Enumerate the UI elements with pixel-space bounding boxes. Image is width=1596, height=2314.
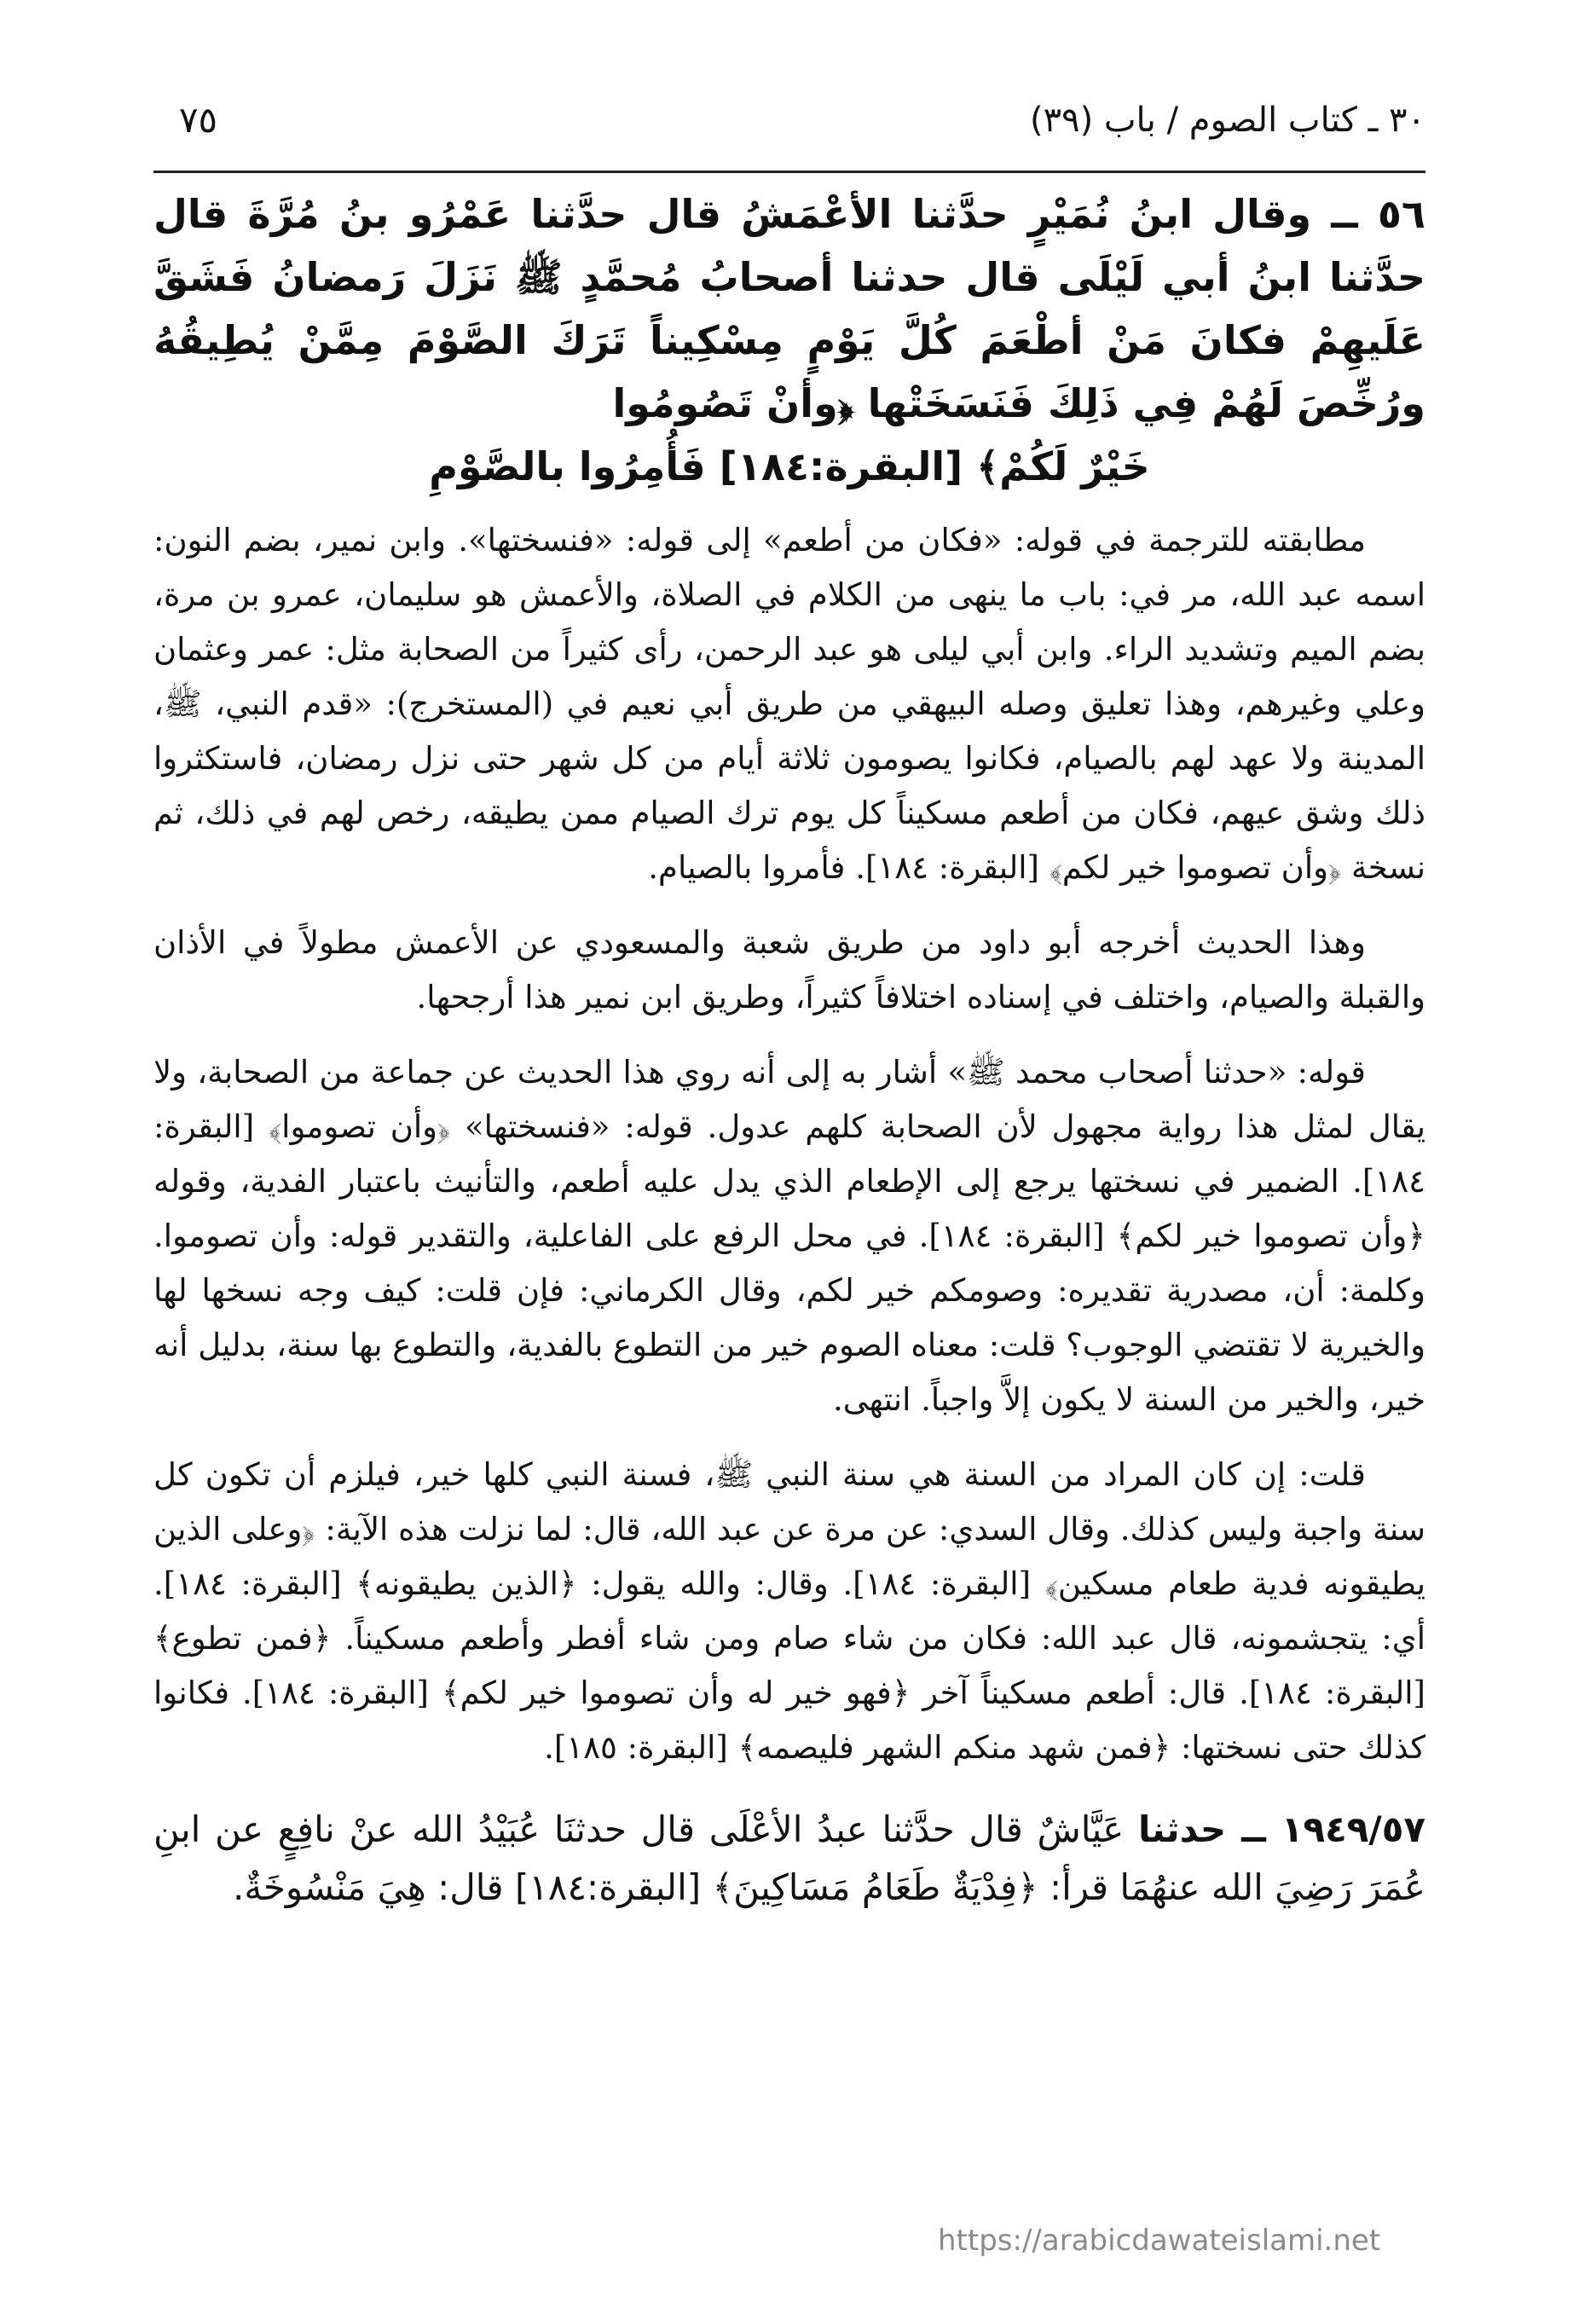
hadith-57-text: عَيَّاشٌ قال حدَّثنا عبدُ الأعْلَى قال حدثنَا عُبَيْدُ الله عنْ نافِعٍ عن ابنِ عُمَرَ رَضِيَ الله عنهُمَا قرأ: ﴿فِدْيَةٌ طَعَامُ مَسَاكِينَ﴾ [البقرة:١٨٤] قال: هِيَ مَنْسُوخَةٌ. (153, 1808, 1425, 1908)
hadith-56-tail: خَيْرٌ لَكُمْ﴾ [البقرة:١٨٤] فَأُمِرُوا بالصَّوْمِ (429, 443, 1150, 489)
hadith-56 (153, 182, 1425, 498)
page-body (153, 182, 1425, 1952)
watermark-url: https://arabicdawateislami.net (938, 2224, 1381, 2258)
hadith-56-text: ٥٦ ــ وقال ابنُ نُمَيْرٍ حدَّثنا الأعْمَشُ قال حدَّثنا عَمْرُو بنُ مُرَّةَ قال حدَّثنا ابنُ أبي لَيْلَى قال حدثنا أصحابُ مُحمَّدٍ ﷺ نَزَلَ رَمضانُ فَشَقَّ عَلَيهِمْ فكانَ مَنْ أطْعَمَ كُلَّ يَوْمٍ مِسْكِيناً تَرَكَ الصَّوْمَ مِمَّنْ يُطِيقُهُ ورُخِّصَ لَهُمْ فِي ذَلِكَ فَنَسَخَتْها ﴿وأنْ تَصُومُوا (153, 191, 1425, 426)
hadith-57-number: ١٩٤٩/٥٧ ــ حدثنا (1137, 1808, 1425, 1850)
commentary-paragraph: وهذا الحديث أخرجه أبو داود من طريق شعبة والمسعودي عن الأعمش مطولاً في الأذان والقبلة والصيام، واختلف في إسناده اختلافاً كثيراً، وطريق ابن نمير هذا أرجحها. (153, 924, 1425, 1015)
commentary-paragraph: مطابقته للترجمة في قوله: «فكان من أطعم» إلى قوله: «فنسختها». وابن نمير، بضم النون: اسمه عبد الله، مر في: باب ما ينهى من الكلام في الصلاة، والأعمش هو سليمان، عمرو بن مرة، بضم الميم وتشديد الراء. وابن أبي ليلى هو عبد الرحمن، رأى كثيراً من الصحابة مثل: عمر وعثمان وعلي وغيرهم، وهذا تعليق وصله البيهقي من طريق أبي نعيم في (المستخرج): «قدم النبي، ﷺ، المدينة ولا عهد لهم بالصيام، فكانوا يصومون ثلاثة أيام من كل شهر حتى نزل رمضان، فاستكثروا ذلك وشق عيهم، فكان من أطعم مسكيناً كل يوم ترك الصيام ممن يطيقه، رخص لهم في ذلك، ثم نسخة ﴿وأن تصوموا خير لكم﴾ [البقرة: ١٨٤]. فأمروا بالصيام. (153, 522, 1425, 886)
commentary-paragraph: قلت: إن كان المراد من السنة هي سنة النبي ﷺ، فسنة النبي كلها خير، فيلزم أن تكون كل سنة واجبة وليس كذلك. وقال السدي: عن مرة عن عبد الله، قال: لما نزلت هذه الآية: ﴿وعلى الذين يطيقونه فدية طعام مسكين﴾ [البقرة: ١٨٤]. وقال: والله يقول: ﴿الذين يطيقونه﴾ [البقرة: ١٨٤]. أي: يتجشمونه، قال عبد الله: فكان من شاء صام ومن شاء أفطر وأطعم مسكيناً. ﴿فمن تطوع﴾ [البقرة: ١٨٤]. قال: أطعم مسكيناً آخر ﴿فهو خير له وأن تصوموا خير لكم﴾ [البقرة: ١٨٤]. فكانوا كذلك حتى نسختها: ﴿فمن شهد منكم الشهر فليصمه﴾ [البقرة: ١٨٥]. (153, 1456, 1426, 1766)
header-divider (153, 171, 1425, 173)
hadith-57 (153, 1801, 1425, 1917)
page-header (153, 92, 1425, 160)
page-number: ٧٥ (179, 99, 218, 141)
chapter-title: ٣٠ ـ كتاب الصوم / باب (٣٩) (1030, 101, 1425, 140)
commentary-paragraph: قوله: «حدثنا أصحاب محمد ﷺ» أشار به إلى أنه روي هذا الحديث عن جماعة من الصحابة، ولا يقال لمثل هذا رواية مجهول لأن الصحابة كلهم عدول. قوله: «فنسختها» ﴿وأن تصوموا﴾ [البقرة: ١٨٤]. الضمير في نسختها يرجع إلى الإطعام الذي يدل عليه أطعم، والتأنيث باعتبار الفدية، وقوله ﴿وأن تصوموا خير لكم﴾ [البقرة: ١٨٤]. في محل الرفع على الفاعلية، والتقدير قوله: وأن تصوموا. وكلمة: أن، مصدرية تقديره: وصومكم خير لكم، وقال الكرماني: فإن قلت: كيف وجه نسخها لها والخيرية لا تقتضي الوجوب؟ قلت: معناه الصوم خير من التطوع بالفدية، والتطوع بها سنة، بدليل أنه خير، والخير من السنة لا يكون إلاَّ واجباً. انتهى. (153, 1054, 1425, 1418)
